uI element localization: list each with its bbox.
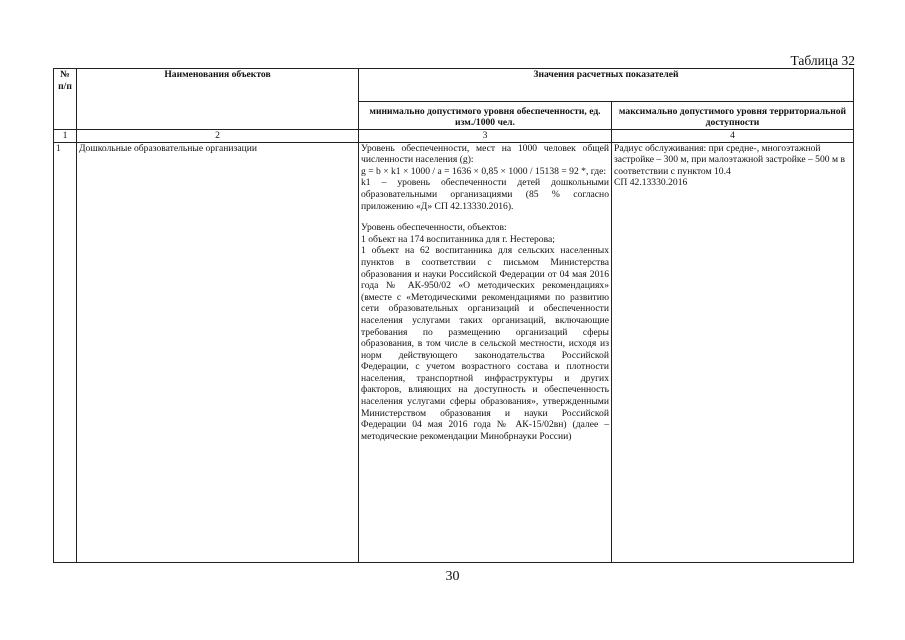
row-max-value <box>612 142 854 562</box>
header-max: максимально допустимого уровня территориальной доступности <box>612 102 854 130</box>
norms-table <box>53 68 854 563</box>
index-cell: 2 <box>77 130 359 143</box>
max-text-line: Радиус обслуживания: при средне-, многоэтажной застройке – 300 м, при малоэтажной застройке – 500 м в соответствии с пунктом 10.4 <box>614 142 845 177</box>
min-text-line: Уровень обеспеченности, объектов: <box>361 222 507 234</box>
min-text-line: k1 – уровень обеспеченности детей дошкольными образовательными организациями (85 % согласно приложению «Д» СП 42.13330.2016). <box>361 177 609 212</box>
page-number: 30 <box>445 569 460 584</box>
index-cell: 3 <box>359 130 612 143</box>
header-values: Значения расчетных показателей <box>359 69 854 102</box>
header-name: Наименования объектов <box>77 69 359 130</box>
index-cell: 4 <box>612 130 854 143</box>
min-text-line: Уровень обеспеченности, мест на 1000 человек общей численности населения (g): <box>361 142 609 166</box>
table-caption: Таблица 32 <box>790 53 855 68</box>
row-name: Дошкольные образовательные организации <box>77 142 359 562</box>
row-min-value <box>359 142 612 562</box>
row-num: 1 <box>54 142 77 562</box>
header-min: минимально допустимого уровня обеспеченности, ед. изм./1000 чел. <box>359 102 612 130</box>
max-text-line: СП 42.13330.2016 <box>614 177 688 189</box>
min-text-line: 1 объект на 174 воспитанника для г. Нестерова; <box>361 233 555 245</box>
header-num: № п/п <box>54 69 77 130</box>
min-text-line: 1 объект на 62 воспитанника для сельских населенных пунктов в соответствии с письмом Министерства образования и науки Российской Федерации от 04 мая 2016 года № АК-950/02 «О методических рекомендациях» (вместе с «Методическими рекомендациями по развитию сети образовательных организаций и обеспеченности населения услугами таких организаций, включающие требования по размещению организаций сферы образования, в том числе в сельской местности, исходя из норм действующего законодательства Российской Федерации, с учетом возрастного состава и плотности населения, транспортной инфраструктуры и других факторов, влияющих на доступность и обеспеченность населения услугами сферы образования», утвержденными Министерством образования и науки Российской Федерации 04 мая 2016 года № АК-15/02вн) (далее – методические рекомендации Минобрнауки России) <box>361 245 609 442</box>
min-text-formula: g = b × k1 × 1000 / a = 1636 × 0,85 × 1000 / 15138 = 92 *, где: <box>361 165 607 177</box>
index-row <box>54 130 854 143</box>
index-cell: 1 <box>54 130 77 143</box>
header-row-top <box>54 69 854 102</box>
table-row <box>54 142 854 562</box>
